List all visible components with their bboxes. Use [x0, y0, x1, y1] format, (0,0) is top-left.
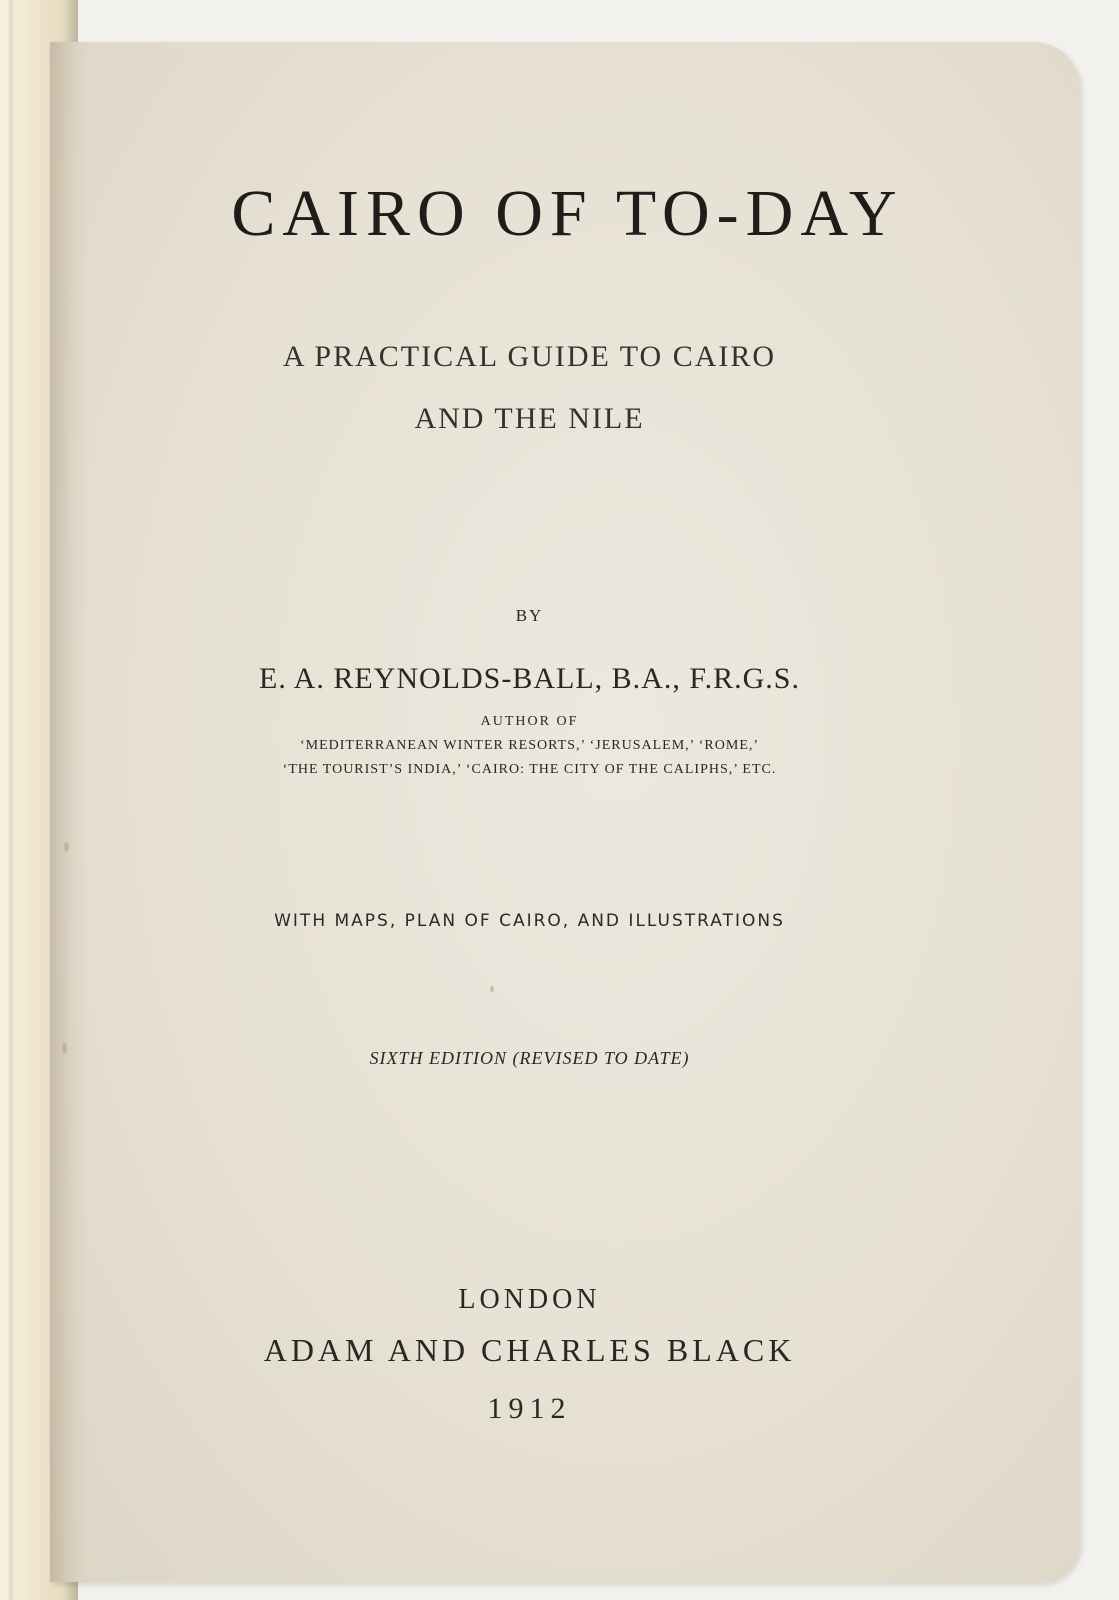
foxing-spot	[64, 842, 69, 852]
other-works-line-2: ‘THE TOURIST’S INDIA,’ ‘CAIRO: THE CITY OF THE CALIPHS,’ ETC.	[282, 762, 777, 777]
author-name: E. A. REYNOLDS-BALL, B.A., F.R.G.S.	[259, 662, 800, 695]
publication-year: 1912	[487, 1392, 572, 1425]
foxing-spot	[490, 986, 494, 992]
other-works-line-1: ‘MEDITERRANEAN WINTER RESORTS,’ ‘JERUSALEM,’ ‘ROME,’	[299, 738, 760, 753]
book-title: CAIRO OF TO-DAY	[231, 177, 904, 250]
by-label: BY	[515, 606, 544, 625]
subtitle-line-1: A PRACTICAL GUIDE TO CAIRO	[282, 340, 777, 373]
author-of-label: AUTHOR OF	[480, 714, 579, 729]
features-line: WITH MAPS, PLAN OF CAIRO, AND ILLUSTRATIONS	[274, 911, 785, 931]
publisher-name: ADAM AND CHARLES BLACK	[263, 1332, 796, 1368]
edition-line: SIXTH EDITION (REVISED TO DATE)	[369, 1048, 690, 1068]
publication-place: LONDON	[458, 1284, 601, 1315]
subtitle-line-2: AND THE NILE	[414, 402, 645, 435]
